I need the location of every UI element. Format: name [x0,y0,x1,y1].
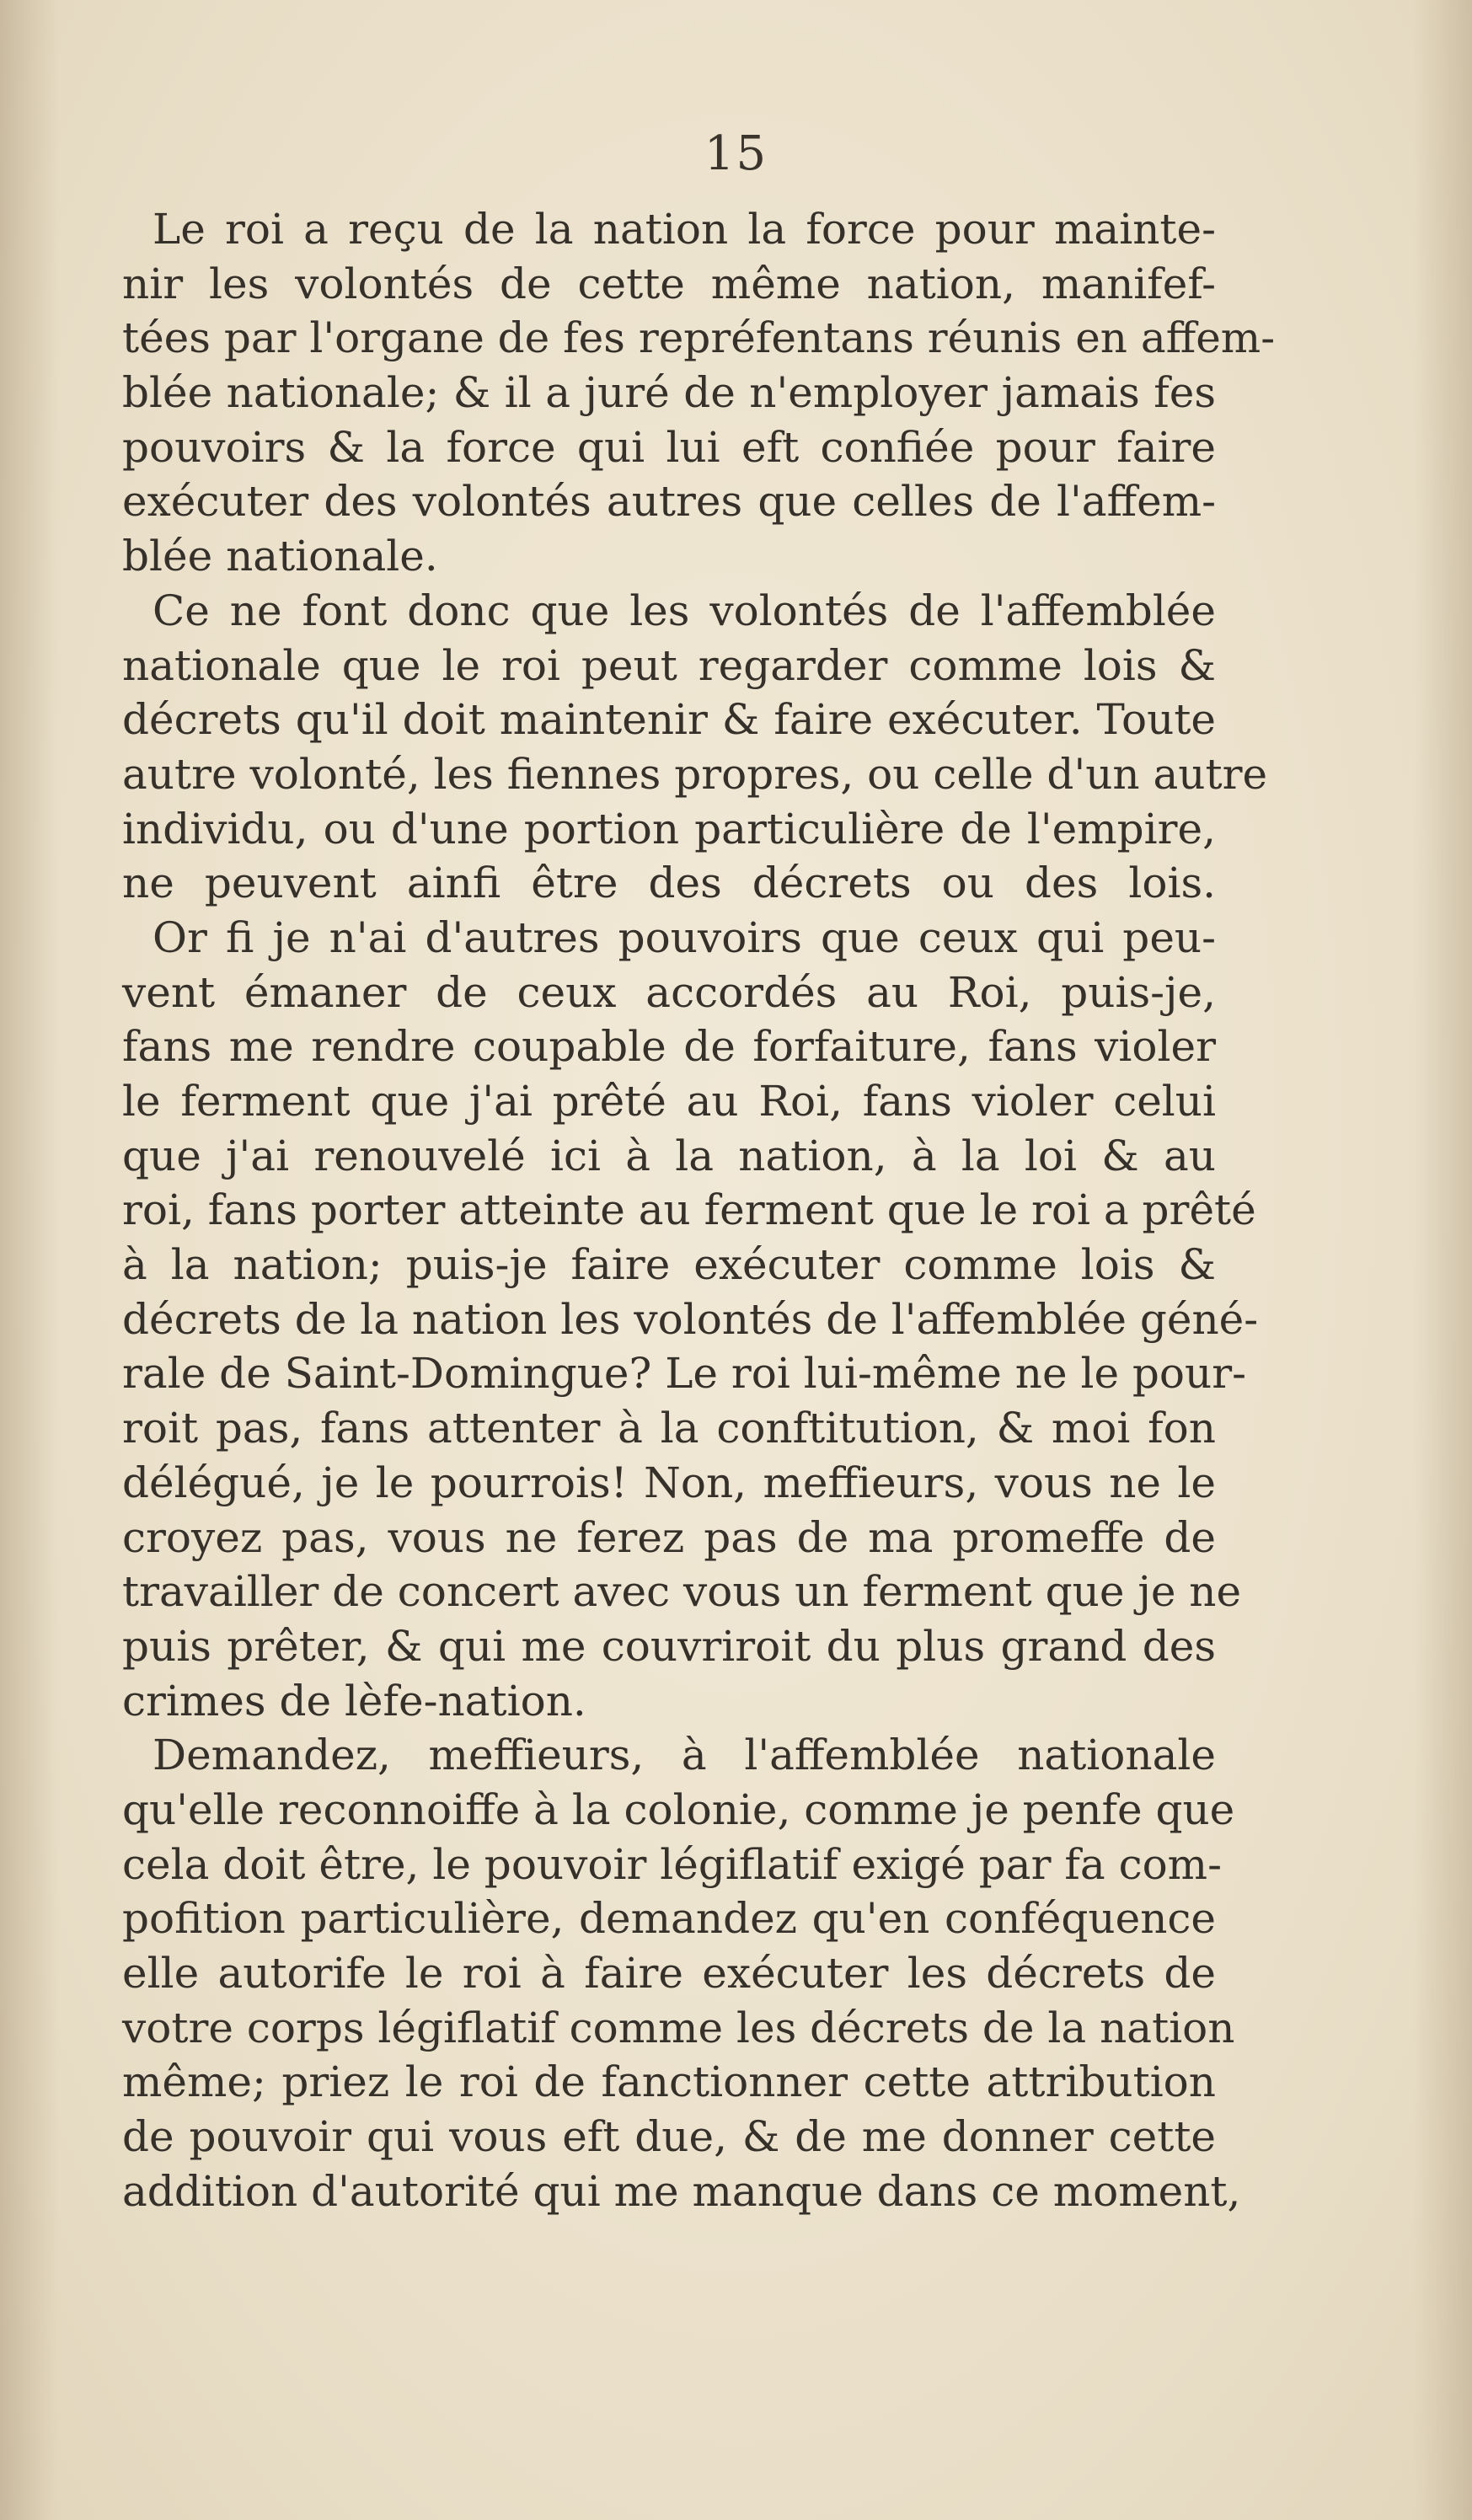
text-line: tées par l'organe de fes repréfentans réunis en affem- [122,313,1276,363]
page-edge-shadow-right [1413,0,1472,2520]
text-line: nir les volontés de cette même nation, manifef- [122,259,1216,308]
text-line: crimes de lèfe-nation. [122,1676,586,1725]
text-line: puis prêter, & qui me couvriroit du plus grand des [122,1621,1216,1671]
text-line: nationale que le roi peut regarder comme lois & [122,640,1216,690]
text-line: le ferment que j'ai prêté au Roi, fans violer celui [122,1077,1216,1126]
text-line: croyez pas, vous ne ferez pas de ma promeffe de [122,1512,1216,1562]
text-line: roit pas, fans attenter à la conftitution, & moi fon [122,1404,1216,1453]
text-line: décrets de la nation les volontés de l'affemblée géné- [122,1294,1259,1344]
text-line: Or fi je n'ai d'autres pouvoirs que ceux qui peu- [153,912,1216,962]
text-line: autre volonté, les fiennes propres, ou celle d'un autre [122,749,1268,799]
text-line: de pouvoir qui vous eft due, & de me donner cette [122,2112,1216,2162]
text-line: même; priez le roi de fanctionner cette attribution [122,2057,1216,2107]
page-number: 15 [704,126,768,181]
text-line: cela doit être, le pouvoir légiflatif exigé par fa com- [122,1839,1222,1889]
text-line: qu'elle reconnoiffe à la colonie, comme je penfe que [122,1784,1235,1834]
text-line: pouvoirs & la force qui lui eft confiée pour faire [122,422,1216,472]
text-line: ne peuvent ainfi être des décrets ou des lois. [122,859,1216,908]
text-line: pofition particulière, demandez qu'en conféquence [122,1894,1216,1944]
text-line: blée nationale. [122,532,438,581]
text-line: rale de Saint-Domingue? Le roi lui-même ne le pour- [122,1349,1247,1399]
text-line: roi, fans porter atteinte au ferment que le roi a prêté [122,1185,1256,1235]
page-edge-shadow-left [0,0,59,2520]
body-text [122,202,1276,2218]
text-line: fans me rendre coupable de forfaiture, fans violer [122,1022,1216,1072]
text-line: Ce ne font donc que les volontés de l'affemblée [153,586,1216,635]
text-line: blée nationale; & il a juré de n'employer jamais fes [122,368,1216,418]
text-line: Le roi a reçu de la nation la force pour mainte- [153,205,1216,254]
text-line: exécuter des volontés autres que celles de l'affem- [122,477,1216,527]
text-line: vent émaner de ceux accordés au Roi, puis-je, [122,967,1216,1017]
text-line: votre corps légiflatif comme les décrets de la nation [122,2003,1235,2052]
text-line: travailler de concert avec vous un ferment que je ne [122,1567,1242,1617]
text-line: que j'ai renouvelé ici à la nation, à la loi & au [122,1131,1216,1180]
text-line: décrets qu'il doit maintenir & faire exécuter. Toute [122,695,1216,745]
text-line: à la nation; puis-je faire exécuter comme lois & [122,1240,1216,1290]
text-line: elle autorife le roi à faire exécuter les décrets de [122,1949,1216,1998]
text-line: individu, ou d'une portion particulière de l'empire, [122,804,1216,853]
text-line: Demandez, meffieurs, à l'affemblée nationale [153,1731,1216,1780]
text-line: addition d'autorité qui me manque dans ce moment, [122,2166,1241,2216]
text-line: délégué, je le pourrois! Non, meffieurs, vous ne le [122,1458,1216,1507]
